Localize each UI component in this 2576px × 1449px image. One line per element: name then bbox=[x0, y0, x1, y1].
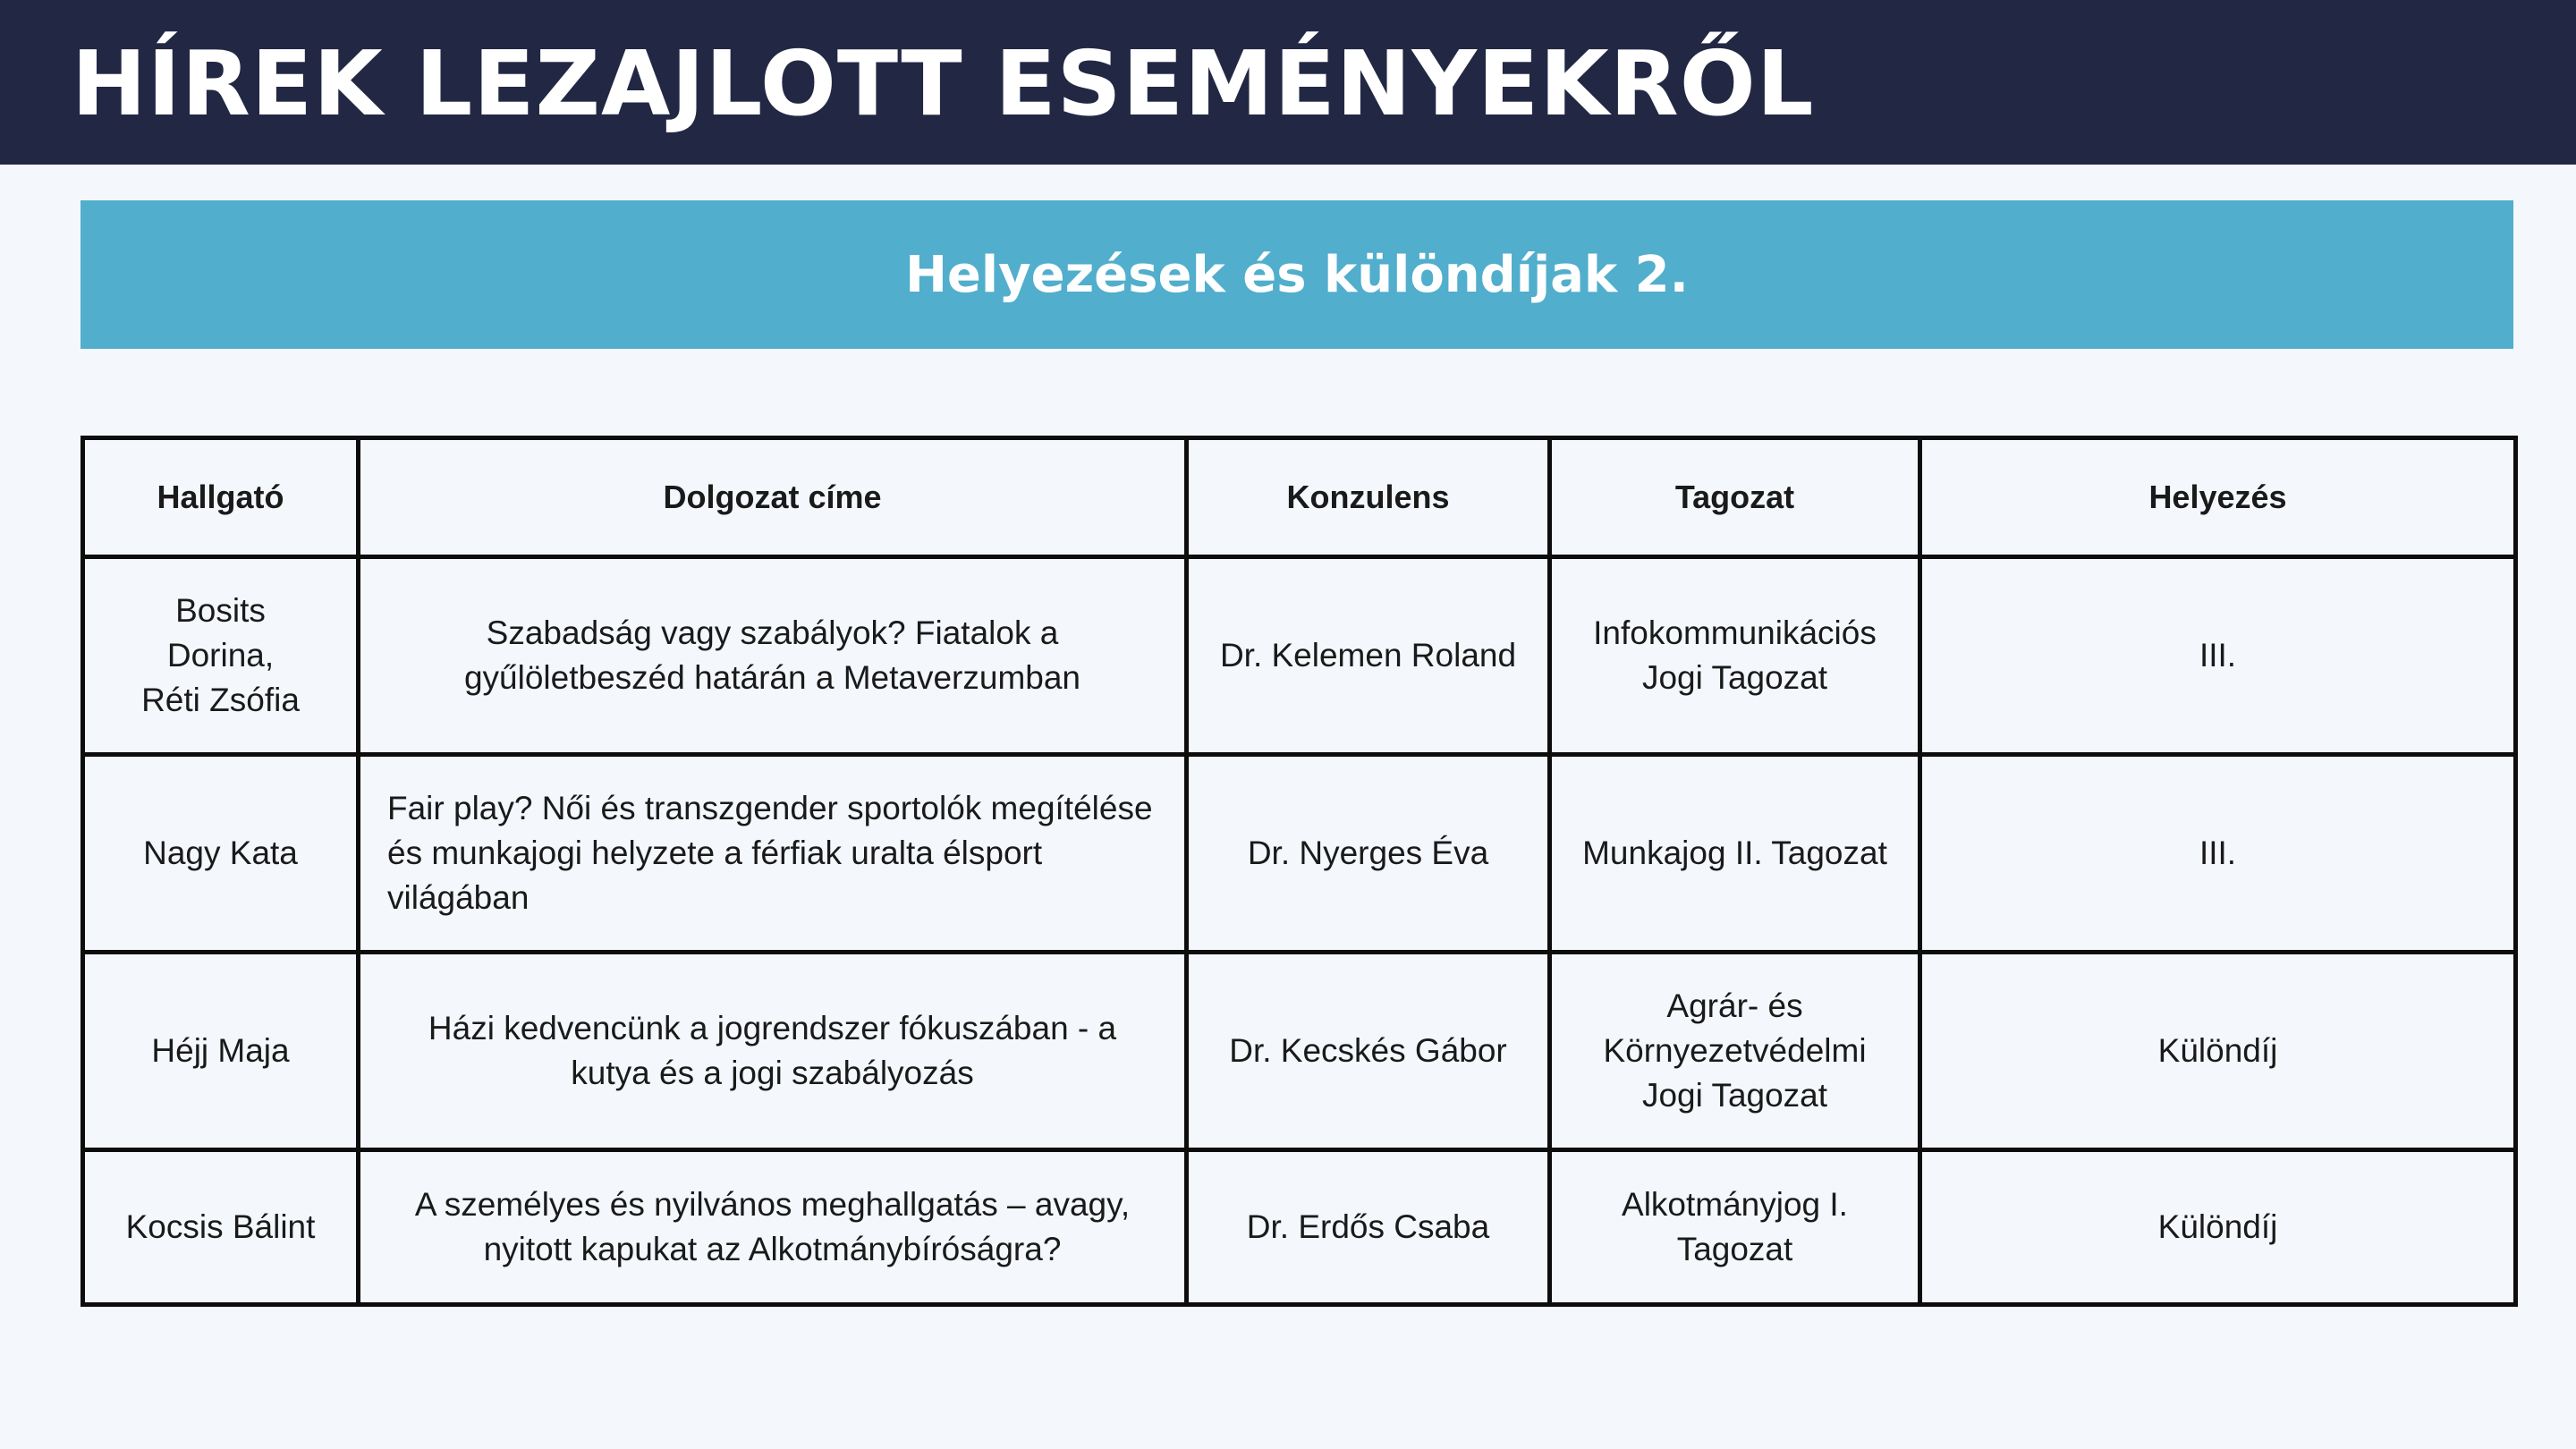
consultant-cell: Dr. Kelemen Roland bbox=[1187, 557, 1550, 755]
consultant-cell: Dr. Kecskés Gábor bbox=[1187, 953, 1550, 1150]
paper-title-cell: Házi kedvencünk a jogrendszer fókuszában - a kutya és a jogi szabályozás bbox=[359, 953, 1187, 1150]
column-header-placement: Helyezés bbox=[1920, 438, 2516, 557]
column-header-title: Dolgozat címe bbox=[359, 438, 1187, 557]
section-cell: Alkotmányjog I. Tagozat bbox=[1550, 1150, 1920, 1305]
consultant-cell: Dr. Erdős Csaba bbox=[1187, 1150, 1550, 1305]
results-table bbox=[80, 436, 2518, 1307]
student-cell: Kocsis Bálint bbox=[83, 1150, 359, 1305]
paper-title-cell: A személyes és nyilvános meghallgatás – avagy, nyitott kapukat az Alkotmánybíróságra? bbox=[359, 1150, 1187, 1305]
placement-cell: III. bbox=[1920, 557, 2516, 755]
page-title: HÍREK LEZAJLOTT ESEMÉNYEKRŐL bbox=[72, 31, 1815, 136]
student-cell: Bosits Dorina, Réti Zsófia bbox=[83, 557, 359, 755]
consultant-cell: Dr. Nyerges Éva bbox=[1187, 755, 1550, 953]
column-header-section: Tagozat bbox=[1550, 438, 1920, 557]
section-title: Helyezések és különdíjak 2. bbox=[905, 245, 1689, 304]
table-header-row bbox=[83, 438, 2516, 557]
section-cell: Agrár- és Környezetvédelmi Jogi Tagozat bbox=[1550, 953, 1920, 1150]
placement-cell: III. bbox=[1920, 755, 2516, 953]
student-cell: Héjj Maja bbox=[83, 953, 359, 1150]
table-row bbox=[83, 557, 2516, 755]
paper-title-cell: Fair play? Női és transzgender sportolók megítélése és munkajogi helyzete a férfiak uralta élsport világában bbox=[359, 755, 1187, 953]
header-bar bbox=[0, 0, 2576, 165]
section-cell: Munkajog II. Tagozat bbox=[1550, 755, 1920, 953]
table-row bbox=[83, 755, 2516, 953]
section-banner bbox=[80, 200, 2513, 349]
table-row bbox=[83, 1150, 2516, 1305]
table-row bbox=[83, 953, 2516, 1150]
section-cell: Infokommunikációs Jogi Tagozat bbox=[1550, 557, 1920, 755]
student-cell: Nagy Kata bbox=[83, 755, 359, 953]
placement-cell: Különdíj bbox=[1920, 1150, 2516, 1305]
column-header-student: Hallgató bbox=[83, 438, 359, 557]
paper-title-cell: Szabadság vagy szabályok? Fiatalok a gyűlöletbeszéd határán a Metaverzumban bbox=[359, 557, 1187, 755]
column-header-consultant: Konzulens bbox=[1187, 438, 1550, 557]
placement-cell: Különdíj bbox=[1920, 953, 2516, 1150]
